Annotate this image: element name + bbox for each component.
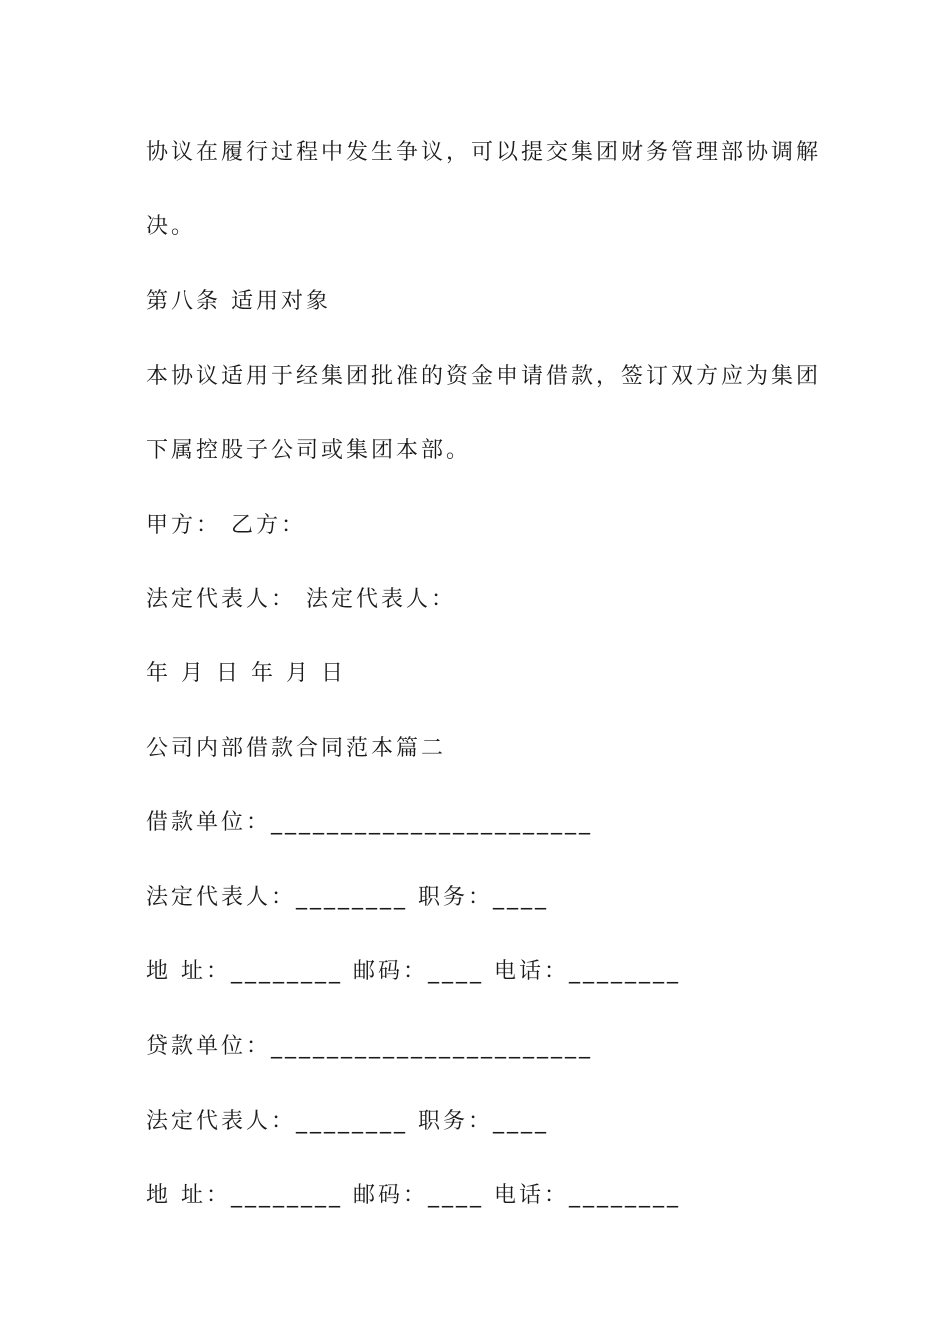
paragraph-applicable-scope: 本协议适用于经集团批准的资金申请借款，签订双方应为集团 [146,364,822,389]
lender-representative-field: 法定代表人：________ 职务：____ [146,1109,549,1134]
article-heading-applicable-scope: 第八条 适用对象 [146,289,331,314]
borrower-address-field: 地 址：________ 邮码：____ 电话：________ [146,959,681,984]
borrower-representative-field: 法定代表人：________ 职务：____ [146,885,549,910]
lender-unit-field: 贷款单位：_______________________ [146,1034,594,1059]
signature-dates: 年 月 日 年 月 日 [146,661,346,686]
section-title-template-two: 公司内部借款合同范本篇二 [146,736,447,761]
paragraph-dispute-resolution: 协议在履行过程中发生争议，可以提交集团财务管理部协调解 [146,140,822,165]
paragraph-applicable-scope-end: 下属控股子公司或集团本部。 [146,438,472,463]
signature-legal-representatives: 法定代表人： 法定代表人： [146,587,456,612]
lender-address-field: 地 址：________ 邮码：____ 电话：________ [146,1183,681,1208]
borrower-unit-field: 借款单位：_______________________ [146,810,594,835]
paragraph-dispute-resolution-end: 决。 [146,214,197,239]
signature-parties: 甲方： 乙方： [146,513,306,538]
